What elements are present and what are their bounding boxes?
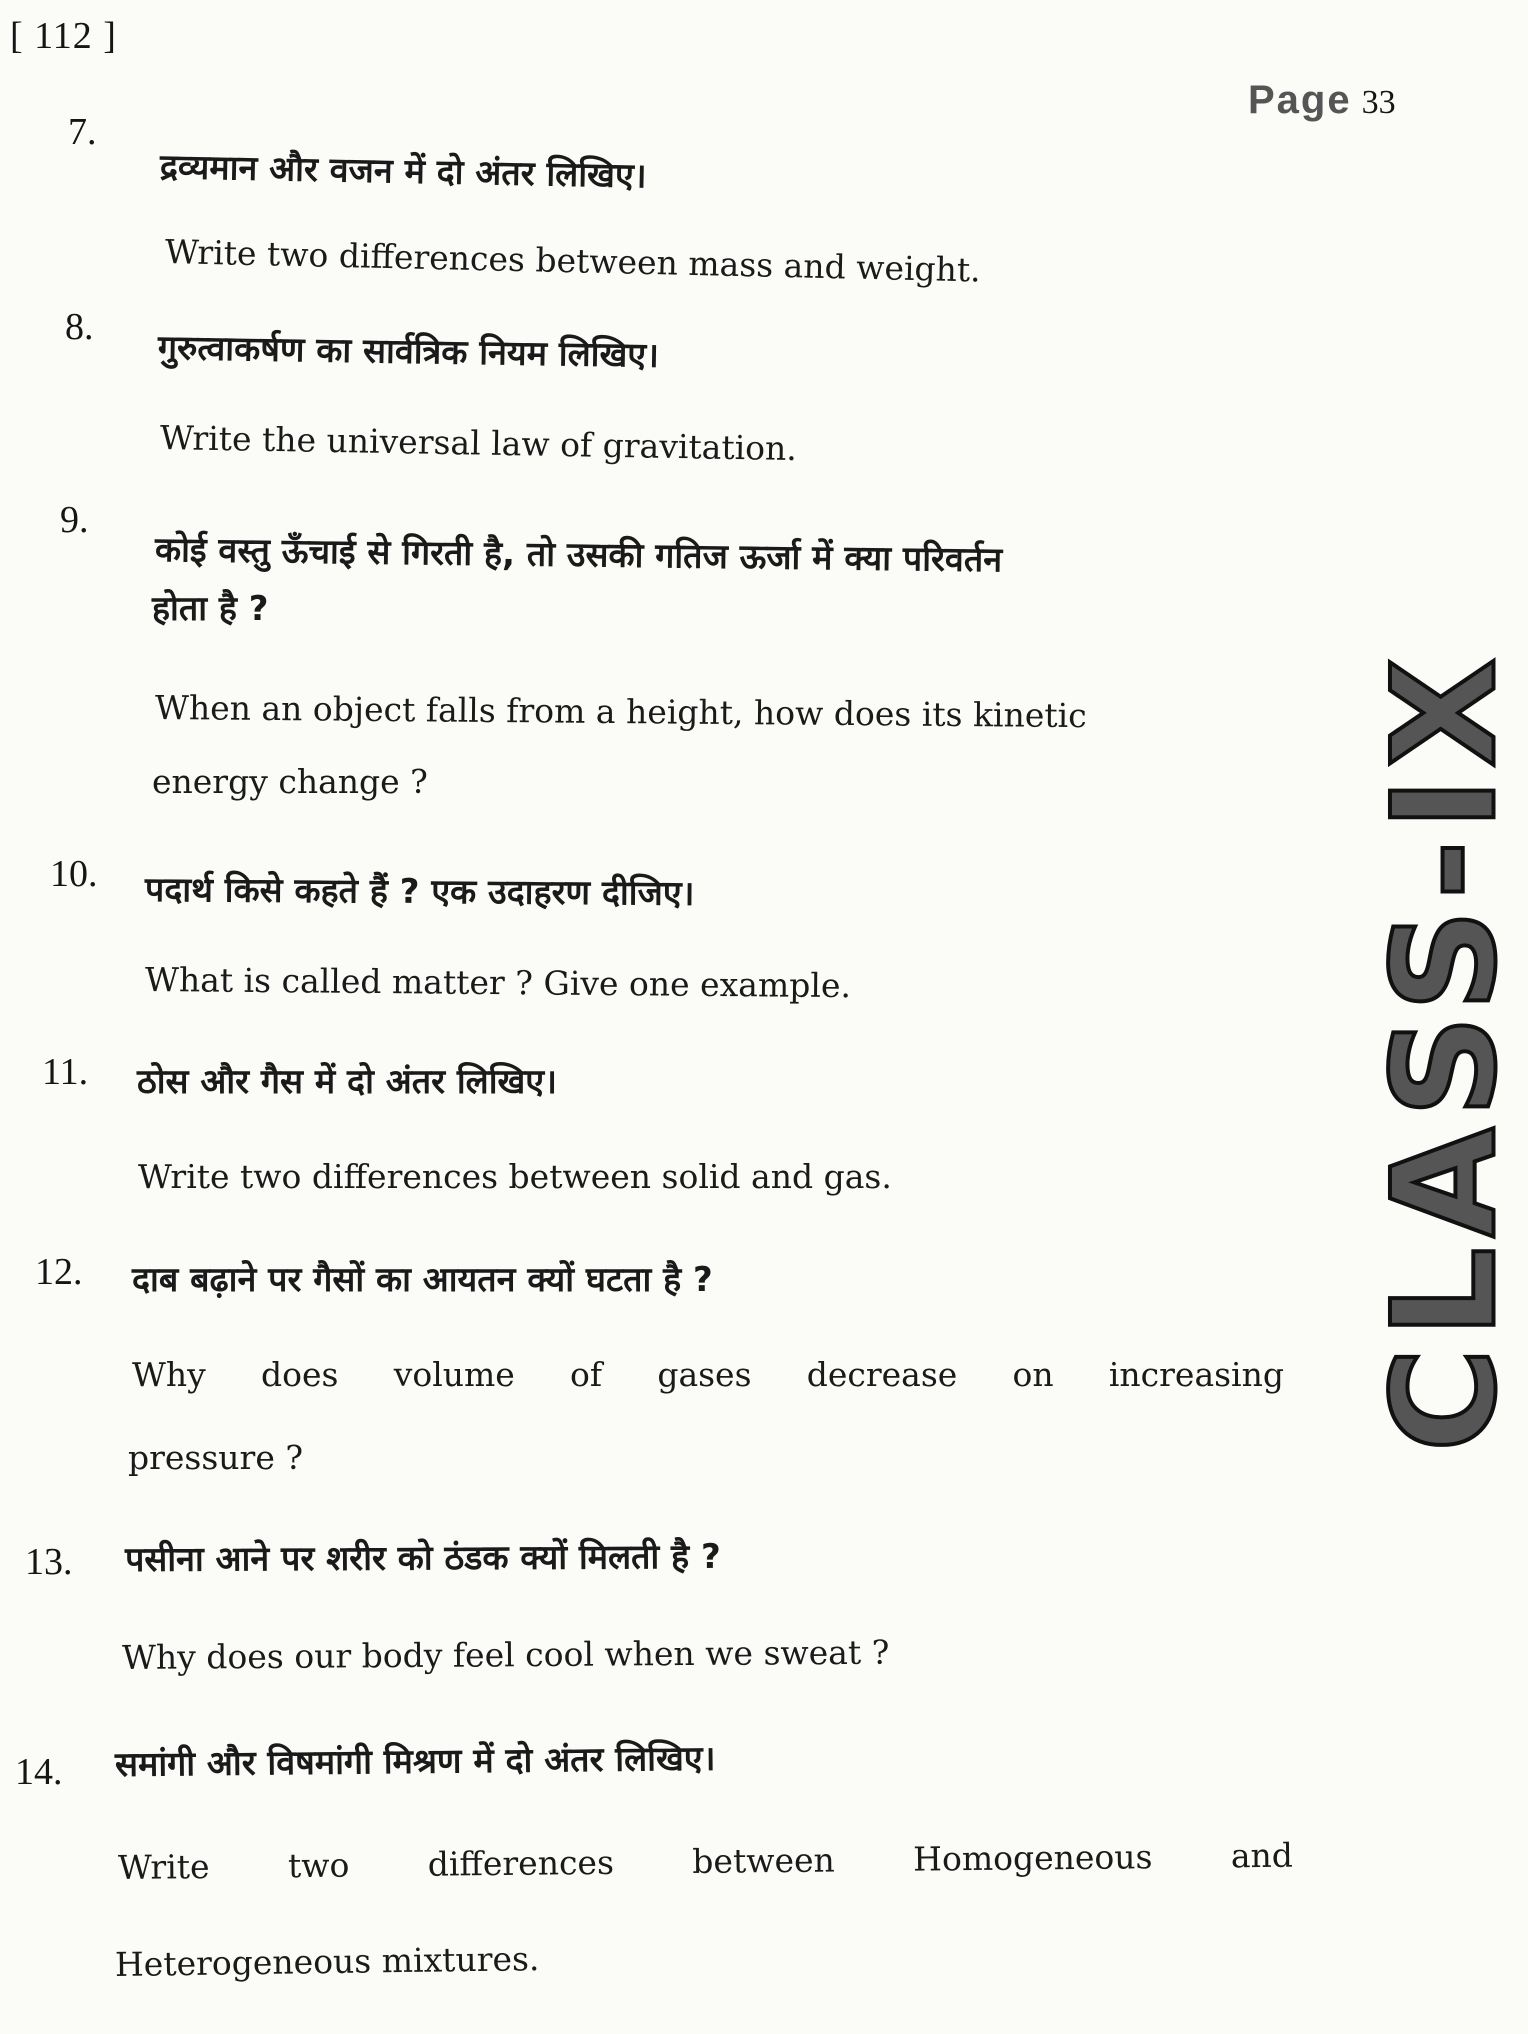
question-11-number: 11. <box>42 1051 89 1093</box>
question-14-hindi: समांगी और विषमांगी मिश्रण में दो अंतर लिखिए। <box>114 1738 716 1785</box>
question-8-number: 8. <box>65 306 94 348</box>
question-12-number: 12. <box>35 1251 83 1293</box>
question-13-number: 13. <box>25 1541 73 1583</box>
question-9-hindi-line-1: कोई वस्तु ऊँचाई से गिरती है, तो उसकी गतिज ऊर्जा में क्या परिवर्तन <box>154 530 1003 581</box>
page-label <box>1248 78 1396 123</box>
page-label-number: 33 <box>1361 84 1396 121</box>
question-10-english: What is called matter ? Give one example. <box>144 960 852 1006</box>
question-11-english: Write two differences between solid and gas. <box>138 1157 892 1196</box>
class-banner <box>1362 490 1528 1610</box>
question-7-hindi: द्रव्यमान और वजन में दो अंतर लिखिए। <box>159 147 648 197</box>
question-10-hindi: पदार्थ किसे कहते हैं ? एक उदाहरण दीजिए। <box>144 870 695 914</box>
question-9-number: 9. <box>60 499 89 541</box>
page-number: [ 112 ] <box>10 15 117 57</box>
question-9-hindi-line-2: होता है ? <box>152 589 269 629</box>
question-10-number: 10. <box>50 853 98 895</box>
question-7-number: 7. <box>68 111 97 153</box>
question-11-hindi: ठोस और गैस में दो अंतर लिखिए। <box>137 1062 557 1102</box>
question-14-number: 14. <box>15 1751 63 1793</box>
question-9-english-line-1: When an object falls from a height, how does its kinetic <box>154 688 1087 736</box>
question-7-english: Write two differences between mass and weight. <box>164 232 982 290</box>
question-13-hindi: पसीना आने पर शरीर को ठंडक क्यों मिलती है ? <box>124 1536 721 1580</box>
question-12-hindi: दाब बढ़ाने पर गैसों का आयतन क्यों घटता है ? <box>132 1260 713 1300</box>
question-12-english-line-2: pressure ? <box>128 1438 304 1477</box>
page-label-word: Page <box>1248 78 1352 122</box>
question-8-hindi: गुरुत्वाकर्षण का सार्वत्रिक नियम लिखिए। <box>157 328 660 376</box>
question-12-english-line-1: Why does volume of gases decrease on increasing <box>132 1355 1284 1394</box>
question-9-english-line-2: energy change ? <box>152 762 428 801</box>
class-banner-text: CLASS-IX <box>1362 647 1528 1453</box>
question-14-english-line-1: Write two differences between Homogeneous and <box>117 1835 1294 1887</box>
question-14-english-line-2: Heterogeneous mixtures. <box>114 1939 540 1984</box>
question-8-english: Write the universal law of gravitation. <box>159 418 798 469</box>
question-13-english: Why does our body feel cool when we sweat ? <box>121 1632 890 1677</box>
